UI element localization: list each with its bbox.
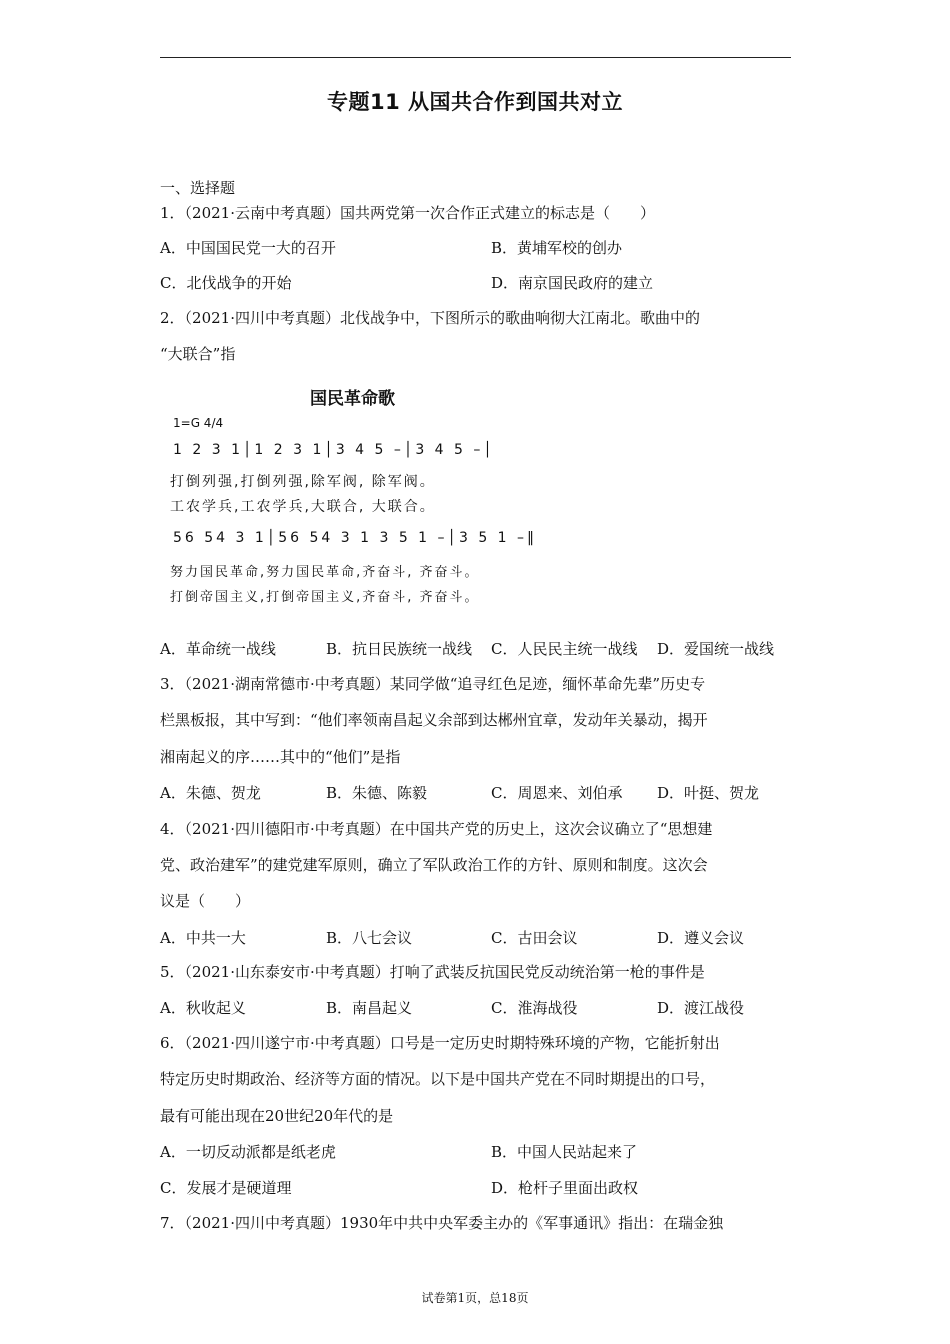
q4-option-a[interactable]: A．中共一大 bbox=[160, 929, 246, 947]
q2-option-c[interactable]: C．人民民主统一战线 bbox=[491, 640, 638, 658]
q3-stem-line2: 栏黑板报，其中写到：“他们率领南昌起义余部到达郴州宜章，发动年关暴动，揭开 bbox=[160, 711, 708, 729]
q2-option-b[interactable]: B．抗日民族统一战线 bbox=[326, 640, 473, 658]
page-title: 专题11 从国共合作到国共对立 bbox=[326, 90, 624, 114]
q2-option-d[interactable]: D．爱国统一战线 bbox=[657, 640, 775, 658]
q2-stem-line2: “大联合”指 bbox=[160, 345, 236, 363]
q4-stem-line2: 党、政治建军”的建党建军原则，确立了军队政治工作的方针、原则和制度。这次会 bbox=[160, 856, 708, 874]
top-rule bbox=[160, 57, 791, 58]
notation-row-2: 56 54 3 1│56 54 3 1 3 5 1 –│3 5 1 –‖ bbox=[173, 530, 538, 546]
q4-option-b[interactable]: B．八七会议 bbox=[326, 929, 413, 947]
q3-option-c[interactable]: C．周恩来、刘伯承 bbox=[491, 784, 623, 802]
q6-option-c[interactable]: C．发展才是硬道理 bbox=[160, 1179, 292, 1197]
q3-option-d[interactable]: D．叶挺、贺龙 bbox=[657, 784, 760, 802]
notation-row-1: 1 2 3 1│1 2 3 1│3 4 5 –│3 4 5 –│ bbox=[173, 442, 495, 458]
q6-option-d[interactable]: D．枪杆子里面出政权 bbox=[491, 1179, 639, 1197]
q5-option-a[interactable]: A．秋收起义 bbox=[160, 999, 246, 1017]
lyric-line-2: 工农学兵,工农学兵,大联合, 大联合。 bbox=[170, 499, 436, 515]
song-score-image bbox=[160, 378, 538, 608]
q1-option-a[interactable]: A．中国国民党一大的召开 bbox=[160, 239, 336, 257]
q4-option-c[interactable]: C．古田会议 bbox=[491, 929, 578, 947]
q4-stem-line1: 4．（2021·四川德阳市·中考真题）在中国共产党的历史上，这次会议确立了“思想建 bbox=[160, 820, 713, 838]
q6-stem-line1: 6．（2021·四川遂宁市·中考真题）口号是一定历史时期特殊环境的产物，它能折射出 bbox=[160, 1034, 720, 1052]
song-key: 1=G 4/4 bbox=[173, 416, 224, 430]
q2-option-a[interactable]: A．革命统一战线 bbox=[160, 640, 276, 658]
q6-stem-line2: 特定历史时期政治、经济等方面的情况。以下是中国共产党在不同时期提出的口号， bbox=[160, 1070, 716, 1088]
q2-stem-line1: 2．（2021·四川中考真题）北伐战争中，下图所示的歌曲响彻大江南北。歌曲中的 bbox=[160, 309, 700, 327]
q3-stem-line3: 湘南起义的序……其中的“他们”是指 bbox=[160, 748, 401, 766]
q6-option-a[interactable]: A．一切反动派都是纸老虎 bbox=[160, 1143, 336, 1161]
q7-stem-line1: 7．（2021·四川中考真题）1930年中共中央军委主办的《军事通讯》指出：在瑞金独 bbox=[160, 1214, 724, 1232]
q5-option-b[interactable]: B．南昌起义 bbox=[326, 999, 413, 1017]
q6-stem-line3: 最有可能出现在20世纪20年代的是 bbox=[160, 1107, 394, 1125]
q4-stem-line3: 议是（ ） bbox=[160, 892, 251, 910]
q5-stem: 5．（2021·山东泰安市·中考真题）打响了武装反抗国民党反动统治第一枪的事件是 bbox=[160, 963, 705, 981]
lyric-line-3: 努力国民革命,努力国民革命,齐奋斗, 齐奋斗。 bbox=[170, 565, 480, 580]
q3-option-b[interactable]: B．朱德、陈毅 bbox=[326, 784, 428, 802]
q1-stem: 1．（2021·云南中考真题）国共两党第一次合作正式建立的标志是（ ） bbox=[160, 204, 655, 222]
lyric-line-4: 打倒帝国主义,打倒帝国主义,齐奋斗, 齐奋斗。 bbox=[170, 590, 480, 605]
song-title: 国民革命歌 bbox=[310, 389, 395, 409]
q6-option-b[interactable]: B．中国人民站起来了 bbox=[491, 1143, 638, 1161]
q1-option-b[interactable]: B．黄埔军校的创办 bbox=[491, 239, 623, 257]
q5-option-d[interactable]: D．渡江战役 bbox=[657, 999, 745, 1017]
section-heading: 一、选择题 bbox=[160, 179, 236, 197]
page-footer: 试卷第1页，总18页 bbox=[421, 1291, 529, 1305]
q3-stem-line1: 3．（2021·湖南常德市·中考真题）某同学做“追寻红色足迹，缅怀革命先辈”历史专 bbox=[160, 675, 706, 693]
q4-option-d[interactable]: D．遵义会议 bbox=[657, 929, 745, 947]
lyric-line-1: 打倒列强,打倒列强,除军阀, 除军阀。 bbox=[170, 474, 436, 490]
q1-option-c[interactable]: C．北伐战争的开始 bbox=[160, 274, 292, 292]
q1-option-d[interactable]: D．南京国民政府的建立 bbox=[491, 274, 654, 292]
q5-option-c[interactable]: C．淮海战役 bbox=[491, 999, 578, 1017]
q3-option-a[interactable]: A．朱德、贺龙 bbox=[160, 784, 261, 802]
